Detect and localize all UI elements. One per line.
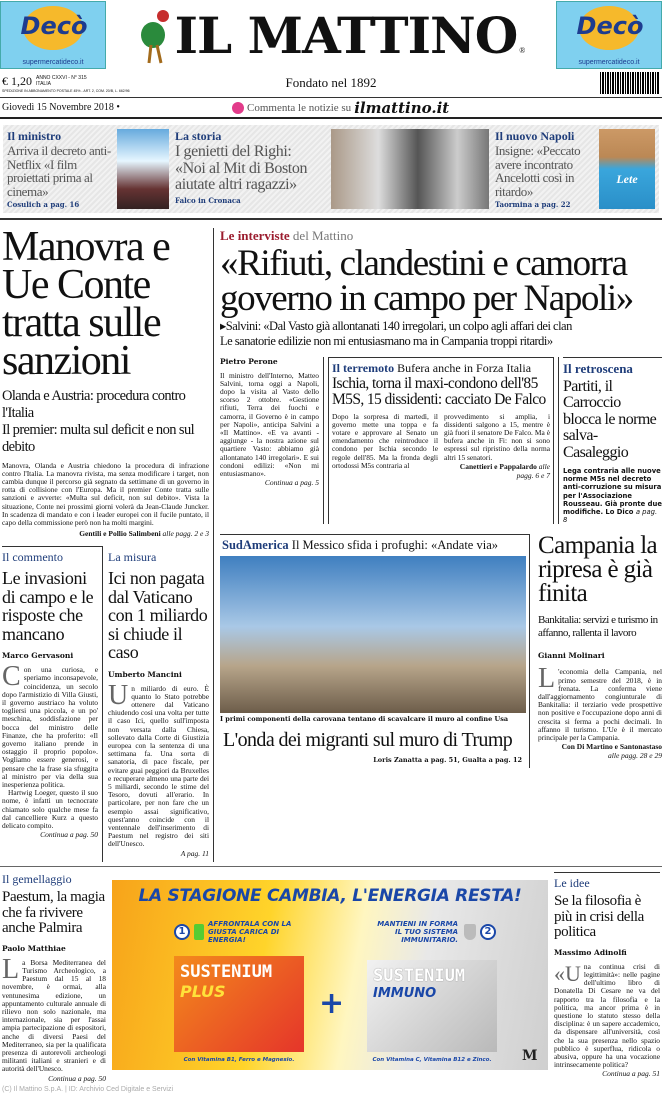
credit: Loris Zanatta a pag. 51, Gualta a pag. 12: [373, 756, 522, 765]
shirt-sponsor: Lete: [616, 171, 638, 186]
backstage-title: Partiti, il Carroccio blocca le norme salva-Casaleggio: [563, 377, 657, 461]
dropcap: L: [2, 953, 20, 985]
masthead-title: IL MATTINO: [174, 5, 518, 65]
lead-article[interactable]: [2, 223, 209, 539]
teaser-kicker: Il nuovo Napoli: [495, 129, 575, 143]
dropcap: C: [2, 661, 21, 693]
sustenium-ad[interactable]: [112, 880, 548, 1070]
author: Marco Gervasoni: [2, 651, 74, 661]
interview-body[interactable]: [220, 357, 324, 525]
mexico-article[interactable]: [220, 534, 530, 768]
insigne-photo: [599, 129, 655, 209]
site-link[interactable]: ilmattino.it: [354, 98, 450, 117]
ad-deco-left[interactable]: [0, 1, 106, 69]
ideas-title: Se la filosofia è più in crisi della politica: [554, 893, 644, 941]
lower-right-row: [220, 534, 662, 768]
lead-title: Manovra e Ue Conte tratta sulle sanzioni: [2, 223, 170, 384]
comment-article[interactable]: [2, 546, 102, 862]
continue-ref: Continua a pag. 51: [602, 1069, 660, 1079]
twin-title: Paestum, la magia che fa rivivere anche Palmira: [2, 889, 105, 937]
twin-article[interactable]: [2, 872, 106, 1082]
footer-copyright: (C) Il Mattino S.p.A. | ID: Archivio Ced Digitale e Servizi: [2, 1085, 174, 1093]
interview-kicker: Le interviste del Mattino: [220, 227, 354, 243]
author: Umberto Mancini: [108, 669, 182, 679]
teaser-kicker: Il ministro: [7, 129, 62, 143]
kicker: Il gemellaggio: [2, 872, 72, 887]
barcode: [600, 72, 660, 94]
registered-mark: ®: [519, 46, 526, 55]
continue-ref: Continua a pag. 50: [40, 830, 98, 840]
dropcap: U: [108, 679, 129, 711]
rooster-icon: [137, 5, 173, 65]
interview-title: «Rifiuti, clandestini e camorra governo in campo per Napoli»: [220, 242, 633, 319]
comment-title: Le invasioni di campo e le risposte che mancano: [2, 568, 94, 644]
postal-info: SPEDIZIONE IN ABBONAMENTO POSTALE 45% - ART. 2, COM. 20/B, L. 662/96: [2, 88, 130, 93]
body-text: Hartwig Loeger, questo il suo nome, è infatti un tecnocrate chiamato solo qualche mese fa dal cancelliere Kurz a questo delicato compito.: [2, 788, 98, 830]
interview-row: [220, 357, 662, 525]
dropcap: L: [538, 663, 556, 695]
border-wall-photo: [220, 556, 526, 713]
kicker: Il retroscena: [563, 357, 662, 377]
teaser-minister[interactable]: [7, 129, 111, 209]
lead-credit: Gentili e Pollio Salimbeni alle pagg. 2 e 3: [79, 529, 209, 539]
quake-title: Ischia, torna il maxi-condono dell'85 M5S, 15 dissidenti: cacciato De Falco: [332, 374, 546, 408]
credit: Canettieri e Pappalardo alle pagg. 6 e 7: [459, 461, 550, 480]
teaser-ref: Cosulich a pag. 16: [7, 200, 80, 209]
body-text: Il ministro dell'Interno, Matteo Salvini, torna oggi a Napoli, dopo la visita al Vasto dello scorso 2 ottobre. «Gestione rifiuti, Terra dei fuochi e camorra, il Governo è in campo per Napoli», anticipa Salvini a «Il Mattino». «E va avanti - aggiunge - la nostra azione sul quartiere Vasto: abbiamo già allontanato 140 irregolari». E sui condoni edilizi: «Non mi entusiasmano».: [220, 370, 319, 478]
author: Massimo Adinolfi: [554, 947, 627, 957]
lead-subtitle: Olanda e Austria: procedura contro l'Italia: [2, 387, 186, 421]
masthead-logo[interactable]: [106, 5, 556, 65]
date-bar: [0, 98, 662, 119]
cinema-photo: [117, 129, 169, 209]
right-column: [214, 228, 662, 862]
ad-note: Con Vitamina C, Vitamina B12 e Zinco.: [372, 1057, 492, 1064]
issue-date: Giovedì 15 Novembre 2018 •: [2, 102, 120, 113]
bottom-section: [0, 867, 662, 1082]
comment-link[interactable]: [232, 99, 449, 117]
campania-title: Campania la ripresa è già finita: [538, 532, 658, 608]
ad-claim: AFFRONTALA CON LA GIUSTA CARICA DI ENERGIA!: [208, 920, 292, 945]
kicker: SudAmerica: [222, 538, 289, 553]
ad-url: supermercatideco.it: [578, 59, 640, 66]
backstage-body: Lega contraria alle nuove norme M5s nel decreto anti-corruzione su misura per l'Associazione Rousseau. Già pronte due modifiche. Lo Dico a pag. 8: [563, 467, 662, 525]
teaser-kicker: La storia: [175, 129, 222, 143]
kicker: Le idee: [554, 876, 590, 891]
measure-article[interactable]: [102, 546, 209, 862]
photo-caption: I primi componenti della carovana tentano di scavalcare il muro al confine Usa: [220, 715, 509, 724]
masthead: [0, 0, 662, 70]
author: Gianni Molinari: [538, 651, 605, 661]
kicker: La misura: [108, 550, 157, 565]
opinion-row: [2, 546, 209, 862]
continue-ref: Continua a pag. 5: [264, 478, 319, 488]
teaser-strip: [3, 125, 659, 213]
lead-body: Manovra, Olanda e Austria chiedono la procedura di infrazione contro l'Italia. La manovra rivista, ma senza modificare i target, non cambia dunque il percorso già segnato da settimane di un governo in rotta di collisione con l'Europa. Ma il premier Conte tratta sulle sanzioni e avverte: «Multa sul deficit, non sul debito». Vista la situazione, Conte nei prossimi giorni volerà da Jean-Claude Juncker. In scadenza di mandato e con i leader europei con il fucile puntato, il capo della commissione però non ha molti margini.: [2, 460, 209, 527]
interview-subtitle: Le sanatorie edilizie non mi entusiasmano ma in Campania troppi ritardi»: [220, 333, 553, 348]
shield-icon: [464, 924, 476, 940]
author: Paolo Matthiae: [2, 943, 66, 953]
interview-subtitle: ▸Salvini: «Dal Vasto già allontanati 140 irregolari, un colpo agli affari dei clan: [220, 318, 572, 333]
campania-article[interactable]: [538, 534, 662, 768]
lead-subtitle: Il premier: multa sul deficit e non sul debito: [2, 421, 195, 455]
author: Pietro Perone: [220, 356, 278, 366]
ad-deco-right[interactable]: [556, 1, 662, 69]
interview-article[interactable]: [220, 228, 662, 349]
step-badge: 2: [480, 924, 496, 940]
price-block: [2, 74, 202, 93]
price: € 1,20: [2, 73, 32, 88]
issue-info: ANNO CXXVI - N° 315 ITALIA: [36, 75, 87, 87]
masthead-info: [0, 70, 662, 98]
founded-line: Fondato nel 1892: [285, 75, 377, 90]
teaser-ref: Falco in Cronaca: [175, 195, 241, 205]
kicker: Il terremoto: [332, 360, 395, 375]
body-text: n miliardo di euro. È quanto lo Stato potrebbe ottenere dal Vaticano chiudendo così una volta per tutte il caso Ici, quello sull'imposta non versata dalla Chiesa, sollevato dalla Corte di Giustizia europea con la sentenza di una settimana fa. Una sorta di sanatoria, di pace fiscale, per evitare guai peggiori da Bruxelles e recuperare almeno una parte dei 5 miliardi, secondo le stime del Tesoro, dovuti all'erario. In particolare, per non fare che un esempio assai significativo, quest'anno coincide con il ventennale dell'inserimento di Paestum nel registro dei siti dell'Unesco.: [108, 683, 209, 849]
ad-brand: Decò: [576, 12, 644, 40]
teaser-napoli[interactable]: [495, 129, 593, 209]
ad-headline: LA STAGIONE CAMBIA, L'ENERGIA RESTA!: [138, 886, 522, 907]
continue-ref: A pag. 11: [180, 848, 209, 858]
students-photo: [331, 129, 489, 209]
ad-brand: Decò: [20, 12, 88, 40]
left-column: [0, 223, 214, 862]
body-text: 'economia della Campania, nel primo semestre del 2018, è in frenata. La conferma viene dall'aggiornamento congiunturale di Bankitalia: il terziario vede prospettive non positive e l'occupazione dopo anni di crescita si ferma a pochi decimali. In affanno il turismo. L'Ue è il mercato principale per la Campania.: [538, 667, 662, 743]
teaser-title: Arriva il decreto anti-Netflix «I film proiettati prima al cinema»: [7, 143, 111, 199]
ideas-article[interactable]: [554, 872, 660, 1082]
ad-note: Con Vitamina B1, Ferro e Magnesio.: [183, 1057, 295, 1064]
ad-url: supermercatideco.it: [22, 59, 84, 66]
body-text: on una curiosa, e speriamo inconsapevole, coincidenza, un secolo dopo l'armistizio di Villa Giusti, il governo austriaco ha voluto togliersi una piccola, e un po' meschina, soddisfazione per bocca del ministro delle Finanze, che ha proferito: «Il governo italiano prende in ostaggio il proprio popolo». Vogliamo essere generosi, e pensare che la frase sia sfuggita al ministro per via della sua inesperienza politica.: [2, 665, 98, 789]
comment-prompt: Commenta le notizie su: [247, 101, 352, 114]
product-box-plus: SUSTENIUM PLUS: [174, 956, 304, 1052]
measure-title: Ici non pagata dal Vaticano con 1 miliardo si chiude il caso: [108, 568, 208, 663]
continue-ref: Continua a pag. 50: [48, 1073, 106, 1083]
body-text: provvedimento si amplia, i dissidenti salgono a 15, mentre è già fuori il senatore De Falco. Ma è bufera anche in Fi: non si sono espressi sul ripristino della norma altri 15 senatori.: [444, 411, 550, 462]
product-box-immuno: SUSTENIUM IMMUNO: [367, 960, 497, 1052]
plus-sign: +: [319, 986, 345, 1022]
backstage-article[interactable]: [558, 357, 662, 525]
battery-icon: [194, 924, 204, 940]
main-section: [0, 223, 662, 862]
campania-subtitle: Bankitalia: servizi e turismo in affanno, rallenta il lavoro: [538, 614, 658, 639]
teaser-title: Insigne: «Peccato avere incontrato Ancelotti così in ritardo»: [495, 143, 581, 199]
ad-brand-logo: M: [522, 1048, 538, 1065]
body-text: a Borsa Mediterranea del Turismo Archeologico, a Paestum dal 15 al 18 novembre, è ormai, alla ventunesima edizione, un appuntamento culturale annuale di rilievo non solo nazionale, ma internazionale, sia per l'assai ampia partecipazione di espositori, anche di diversi Paesi del Mediterraneo, sia per la qualificata presenza di autorevoli archeologi militanti italiani e stranieri e di autorità dell'Unesco.: [2, 957, 106, 1074]
teaser-story[interactable]: [175, 129, 325, 209]
teaser-title: I genietti del Righi: «Noi al Mit di Boston aiutate altri ragazzi»: [175, 143, 308, 193]
ad-claim: MANTIENI IN FORMA IL TUO SISTEMA IMMUNITARIO.: [377, 920, 458, 945]
speech-bubble-icon: [232, 102, 244, 114]
body-text: na continua crisi di legittimità»: nelle pagine dell'ultimo libro di Donatella Di Cesare ne va del rapporto tra la filosofia e la politica, ma ancor prima è in questione lo statuto stesso della disciplina: è un sapere accademico, da dispensare all'università, così che la sua presenza nello spazio pubblico è superflua, ridicola o abusiva, oppure ha una vocazione intrinsecamente politica?: [554, 961, 660, 1070]
body-text: Dopo la sorpresa di martedì, il governo mette una toppa e fa votare e approvare al Senato un emendamento che reintroduce il condono per Ischia secondo le regole dell'85. Ma la fronda degli ortodossi M5s contraria al: [332, 411, 438, 470]
quake-article[interactable]: [328, 357, 554, 525]
mexico-title: L'onda dei migranti sul muro di Trump: [223, 729, 513, 752]
credit: Con Di Martino e Santonastaso alle pagg. 28 e 29: [561, 742, 662, 761]
kicker: Il commento: [2, 550, 63, 565]
kicker-rest: Bufera anche in Forza Italia: [397, 360, 532, 375]
step-badge: 1: [174, 924, 190, 940]
teaser-ref: Taormina a pag. 22: [495, 200, 571, 209]
kicker-rest: Il Messico sfida i profughi: «Andate via»: [291, 538, 499, 553]
dropcap: «U: [554, 960, 581, 986]
